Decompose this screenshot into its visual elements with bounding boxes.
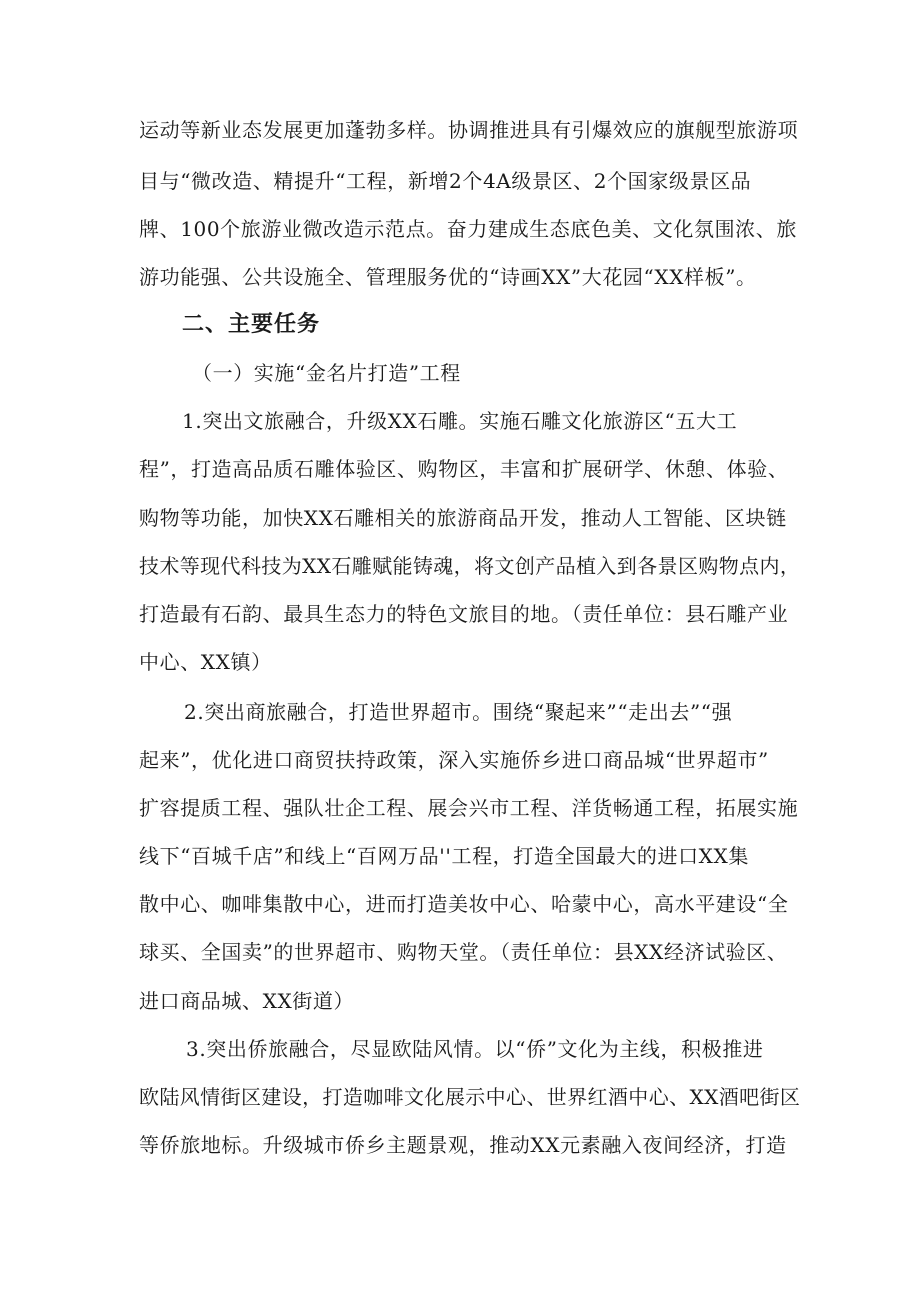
section-heading: 二、主要任务 — [182, 312, 321, 337]
item-3-line: 3.突出侨旅融合，尽显欧陆风情。以“侨”文化为主线，积极推进 — [186, 1037, 764, 1061]
item-1-line: 中心、XX镇） — [139, 650, 272, 674]
item-3-line: 等侨旅地标。升级城市侨乡主题景观，推动XX元素融入夜间经济，打造 — [139, 1133, 787, 1157]
item-2-line: 进口商品城、XX街道） — [139, 989, 355, 1013]
item-1-line: 技术等现代科技为XX石雕赋能铸魂，将文创产品植入到各景区购物点内， — [139, 554, 801, 578]
item-2-line: 起来”，优化进口商贸扶持政策，深入实施侨乡进口商品城“世界超市” — [139, 748, 769, 772]
item-1-line: 1.突出文旅融合，升级XX石雕。实施石雕文化旅游区“五大工 — [182, 409, 738, 433]
intro-line: 运动等新业态发展更加蓬勃多样。协调推进具有引爆效应的旗舰型旅游项 — [139, 118, 799, 142]
intro-line: 牌、100个旅游业微改造示范点。奋力建成生态底色美、文化氛围浓、旅 — [139, 217, 797, 241]
item-1-line: 打造最有石韵、最具生态力的特色文旅目的地。（责任单位：县石雕产业 — [139, 602, 789, 626]
item-3-line: 欧陆风情街区建设，打造咖啡文化展示中心、世界红酒中心、XX酒吧街区 — [139, 1085, 801, 1109]
item-2-line: 球买、全国卖”的世界超市、购物天堂。（责任单位：县XX经济试验区、 — [139, 940, 788, 964]
item-2-line: 扩容提质工程、强队壮企工程、展会兴市工程、洋货畅通工程，拓展实施 — [139, 796, 799, 820]
intro-line: 游功能强、公共设施全、管理服务优的“诗画XX”大花园“XX样板”。 — [139, 265, 757, 289]
intro-line: 目与“微改造、精提升“工程，新增2个4A级景区、2个国家级景区品 — [139, 169, 752, 193]
subsection-heading: （一）实施“金名片打造”工程 — [192, 361, 461, 385]
item-2-line: 散中心、咖啡集散中心，进而打造美妆中心、哈蒙中心，高水平建设“全 — [139, 892, 789, 916]
item-2-line: 2.突出商旅融合，打造世界超市。围绕“聚起来”“走出去”“强 — [184, 700, 733, 724]
item-1-line: 购物等功能，加快XX石雕相关的旅游商品开发，推动人工智能、区块链 — [139, 506, 787, 530]
item-1-line: 程”，打造高品质石雕体验区、购物区，丰富和扩展研学、休憩、体验、 — [139, 457, 789, 481]
item-2-line: 线下“百城千店”和线上“百网万品''工程，打造全国最大的进口XX集 — [139, 844, 749, 868]
